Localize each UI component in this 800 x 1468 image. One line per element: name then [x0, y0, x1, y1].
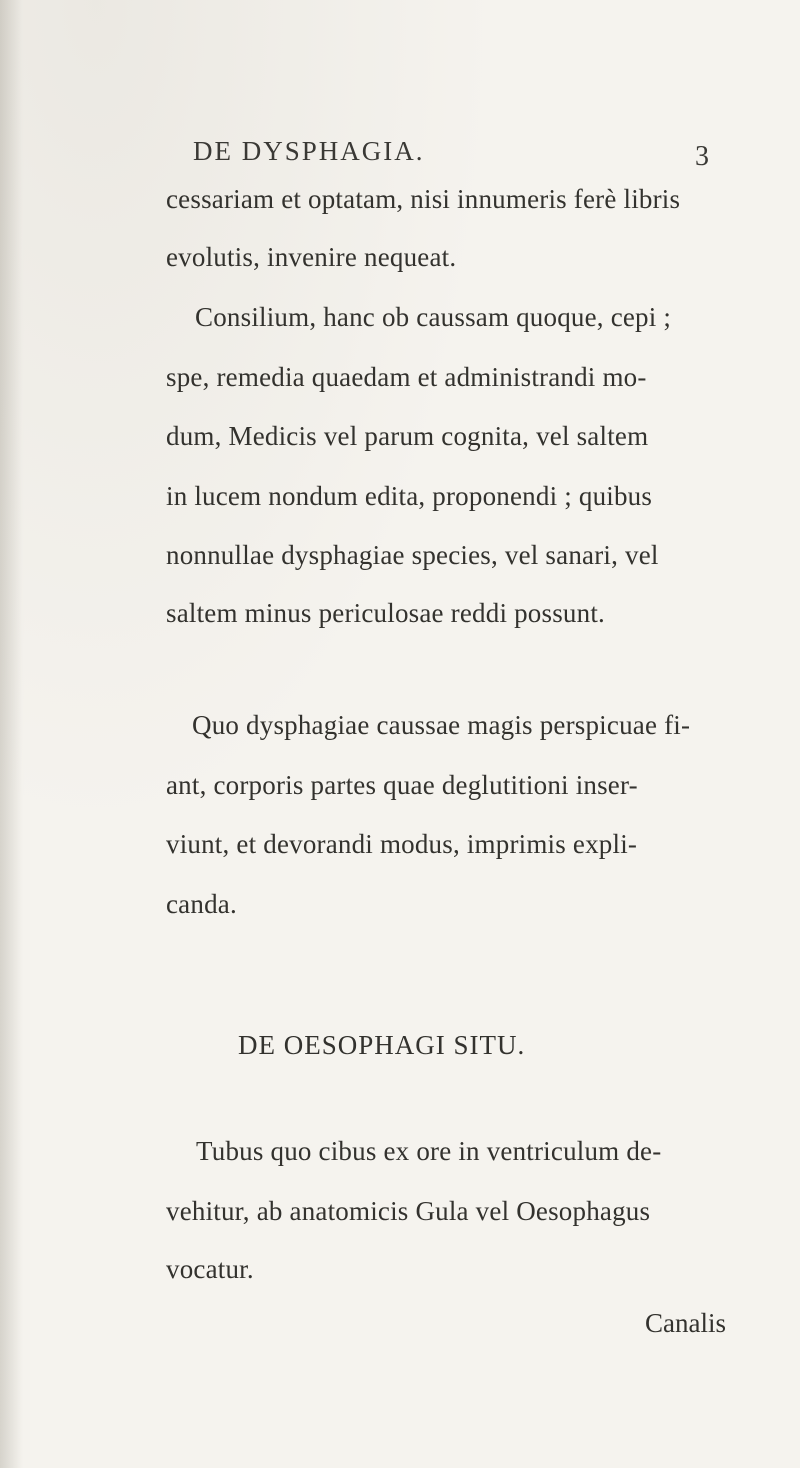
running-title: DE DYSPHAGIA. — [193, 136, 425, 166]
paragraph-2-line-6: saltem minus periculosae reddi possunt. — [166, 598, 605, 628]
paragraph-2-line-2: spe, remedia quaedam et administrandi mo- — [166, 362, 647, 392]
paragraph-3-line-4: canda. — [166, 889, 237, 919]
paragraph-3-line-3: viunt, et devorandi modus, imprimis expli- — [166, 829, 638, 859]
paragraph-3-line-2: ant, corporis partes quae deglutitioni inser- — [166, 770, 638, 800]
catchword: Canalis — [645, 1308, 726, 1338]
paragraph-4-line-1: Tubus quo cibus ex ore in ventriculum de- — [196, 1136, 662, 1166]
paragraph-1-line-1: cessariam et optatam, nisi innumeris ferè libris — [166, 184, 681, 214]
paragraph-2-line-3: dum, Medicis vel parum cognita, vel saltem — [166, 421, 649, 451]
paragraph-3-line-1: Quo dysphagiae caussae magis perspicuae fi- — [192, 710, 691, 740]
page-gutter-shadow — [0, 0, 22, 1468]
paragraph-2-line-5: nonnullae dysphagiae species, vel sanari, vel — [166, 540, 659, 570]
section-heading: DE OESOPHAGI SITU. — [238, 1030, 526, 1060]
paragraph-2-line-4: in lucem nondum edita, proponendi ; quibus — [166, 481, 653, 511]
paragraph-1-line-2: evolutis, invenire nequeat. — [166, 242, 457, 272]
paragraph-4-line-2: vehitur, ab anatomicis Gula vel Oesophagus — [166, 1196, 651, 1226]
paragraph-4-line-3: vocatur. — [166, 1254, 254, 1284]
page-number: 3 — [695, 141, 709, 172]
paragraph-2-line-1: Consilium, hanc ob caussam quoque, cepi ; — [195, 302, 672, 332]
